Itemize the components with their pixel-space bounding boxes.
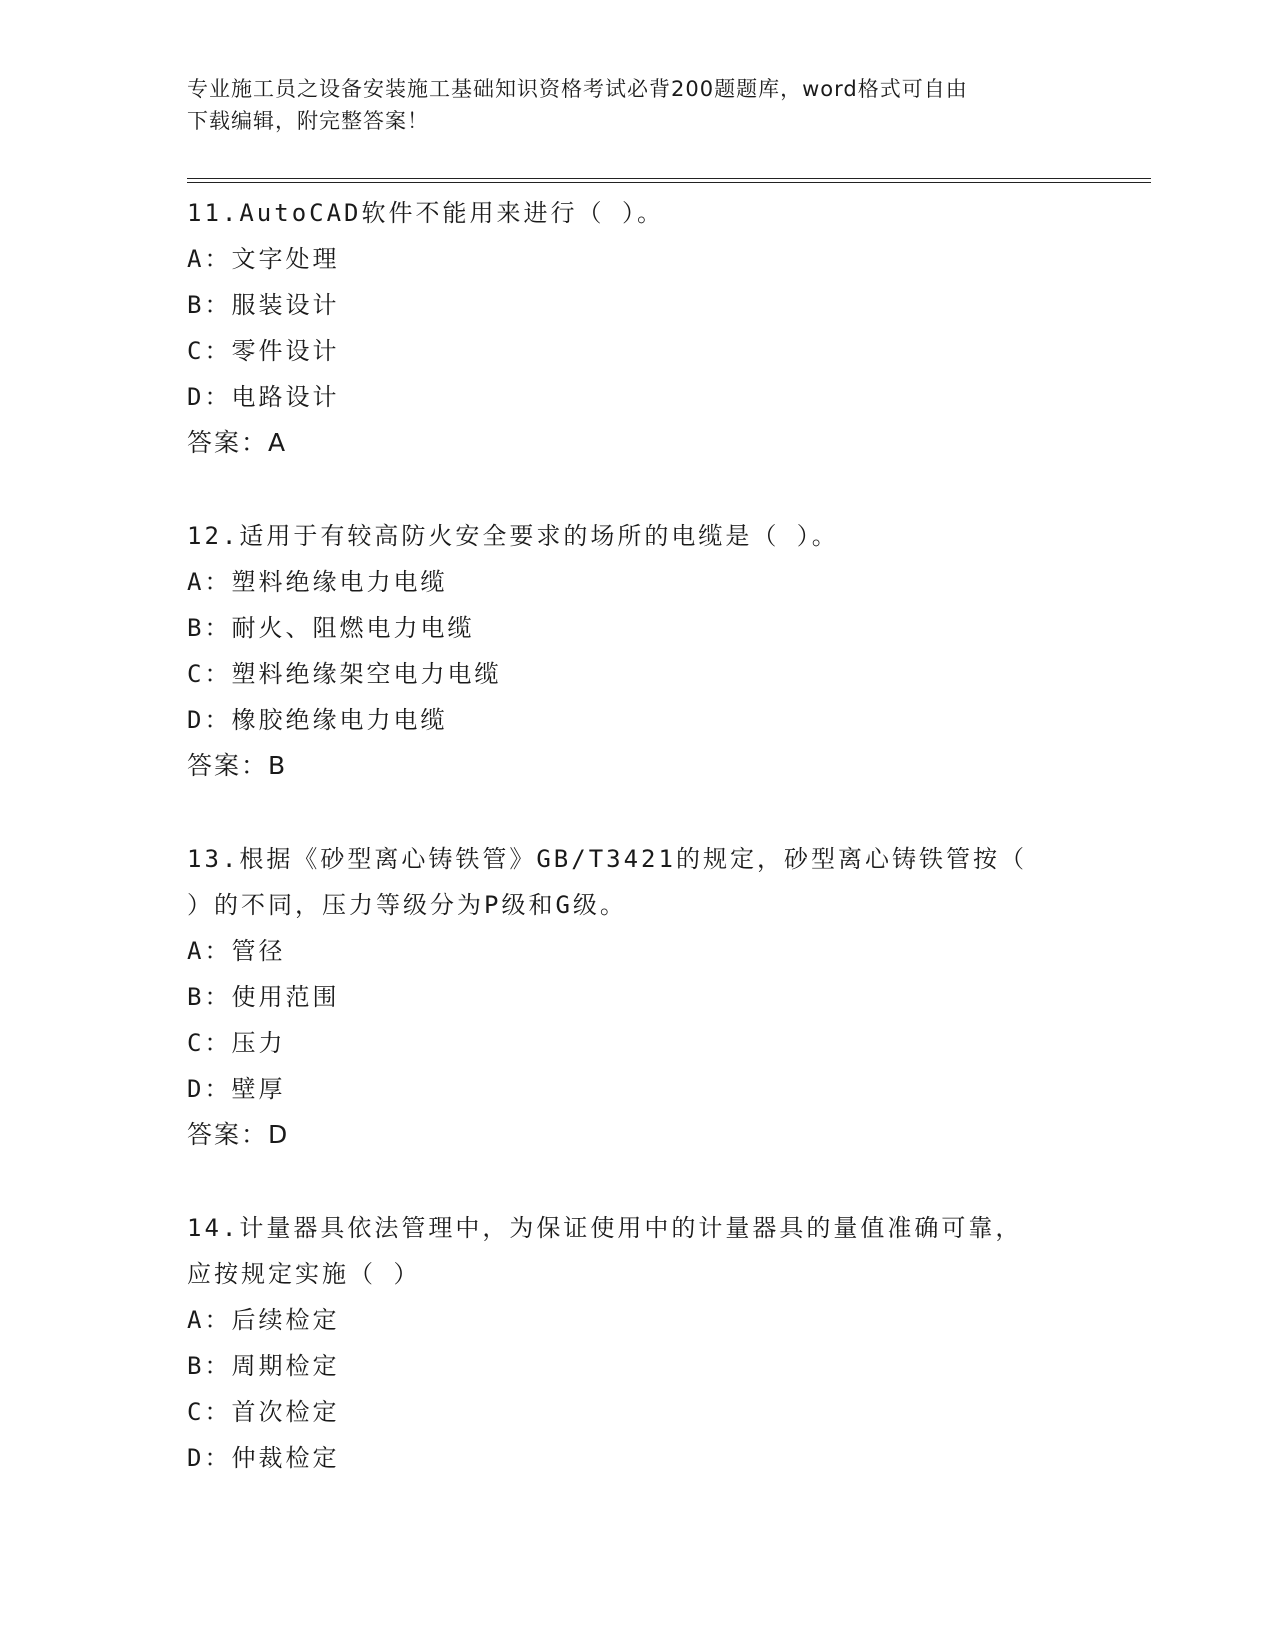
option-text: 使用范围 bbox=[231, 983, 340, 1011]
option-b bbox=[187, 1343, 1087, 1389]
option-text: 塑料绝缘电力电缆 bbox=[231, 568, 448, 596]
option-d bbox=[187, 1435, 1087, 1481]
answer-line: 答案：D bbox=[187, 1120, 290, 1149]
question-stem-line: 12.适用于有较高防火安全要求的场所的电缆是（ ）。 bbox=[187, 522, 839, 550]
option-key: C： bbox=[187, 337, 232, 365]
question-stem bbox=[187, 513, 1067, 559]
option-text: 服装设计 bbox=[231, 291, 340, 319]
option-b bbox=[187, 974, 1087, 1020]
option-b bbox=[187, 605, 1087, 651]
option-key: C： bbox=[187, 1398, 232, 1426]
question-13 bbox=[187, 836, 1087, 1158]
option-key: B： bbox=[187, 1352, 232, 1380]
question-stem bbox=[187, 190, 1067, 236]
option-text: 仲裁检定 bbox=[231, 1444, 340, 1472]
option-key: D： bbox=[187, 1444, 232, 1472]
option-key: A： bbox=[187, 1306, 232, 1334]
option-a bbox=[187, 236, 1087, 282]
option-text: 橡胶绝缘电力电缆 bbox=[231, 706, 448, 734]
question-stem-line: 应按规定实施（ ） bbox=[187, 1260, 421, 1288]
question-list bbox=[187, 190, 1087, 1528]
option-text: 管径 bbox=[231, 937, 286, 965]
question-stem-line: ）的不同，压力等级分为P级和G级。 bbox=[187, 891, 627, 919]
option-text: 塑料绝缘架空电力电缆 bbox=[231, 660, 502, 688]
option-key: D： bbox=[187, 383, 232, 411]
question-stem bbox=[187, 1205, 1067, 1297]
option-c bbox=[187, 1389, 1087, 1435]
option-text: 壁厚 bbox=[231, 1075, 286, 1103]
option-d bbox=[187, 1066, 1087, 1112]
option-a bbox=[187, 928, 1087, 974]
option-text: 压力 bbox=[231, 1029, 286, 1057]
option-text: 周期检定 bbox=[231, 1352, 340, 1380]
option-key: A： bbox=[187, 568, 232, 596]
option-key: B： bbox=[187, 291, 232, 319]
option-key: D： bbox=[187, 706, 232, 734]
question-stem-line: 11.AutoCAD软件不能用来进行（ ）。 bbox=[187, 199, 664, 227]
option-text: 文字处理 bbox=[231, 245, 340, 273]
header-line-2: 下载编辑，附完整答案！ bbox=[187, 109, 429, 133]
option-text: 零件设计 bbox=[231, 337, 340, 365]
option-text: 电路设计 bbox=[231, 383, 340, 411]
option-key: D： bbox=[187, 1075, 232, 1103]
option-key: C： bbox=[187, 660, 232, 688]
option-text: 耐火、阻燃电力电缆 bbox=[231, 614, 475, 642]
answer-line: 答案：A bbox=[187, 428, 288, 457]
option-a bbox=[187, 1297, 1087, 1343]
option-c bbox=[187, 651, 1087, 697]
option-key: B： bbox=[187, 614, 232, 642]
option-b bbox=[187, 282, 1087, 328]
option-d bbox=[187, 374, 1087, 420]
header-double-rule bbox=[187, 178, 1151, 183]
question-stem-line: 14.计量器具依法管理中，为保证使用中的计量器具的量值准确可靠， bbox=[187, 1214, 1023, 1242]
option-a bbox=[187, 559, 1087, 605]
question-stem-line: 13.根据《砂型离心铸铁管》GB/T3421的规定，砂型离心铸铁管按（ bbox=[187, 845, 1027, 873]
option-text: 首次检定 bbox=[231, 1398, 340, 1426]
option-key: B： bbox=[187, 983, 232, 1011]
option-key: C： bbox=[187, 1029, 232, 1057]
option-key: A： bbox=[187, 937, 232, 965]
document-header bbox=[187, 73, 1067, 137]
question-12 bbox=[187, 513, 1087, 789]
option-c bbox=[187, 328, 1087, 374]
answer-line: 答案：B bbox=[187, 751, 288, 780]
question-14 bbox=[187, 1205, 1087, 1481]
question-stem bbox=[187, 836, 1067, 928]
option-text: 后续检定 bbox=[231, 1306, 340, 1334]
option-d bbox=[187, 697, 1087, 743]
option-key: A： bbox=[187, 245, 232, 273]
question-11 bbox=[187, 190, 1087, 466]
option-c bbox=[187, 1020, 1087, 1066]
header-line-1: 专业施工员之设备安装施工基础知识资格考试必背200题题库，word格式可自由 bbox=[187, 77, 968, 101]
